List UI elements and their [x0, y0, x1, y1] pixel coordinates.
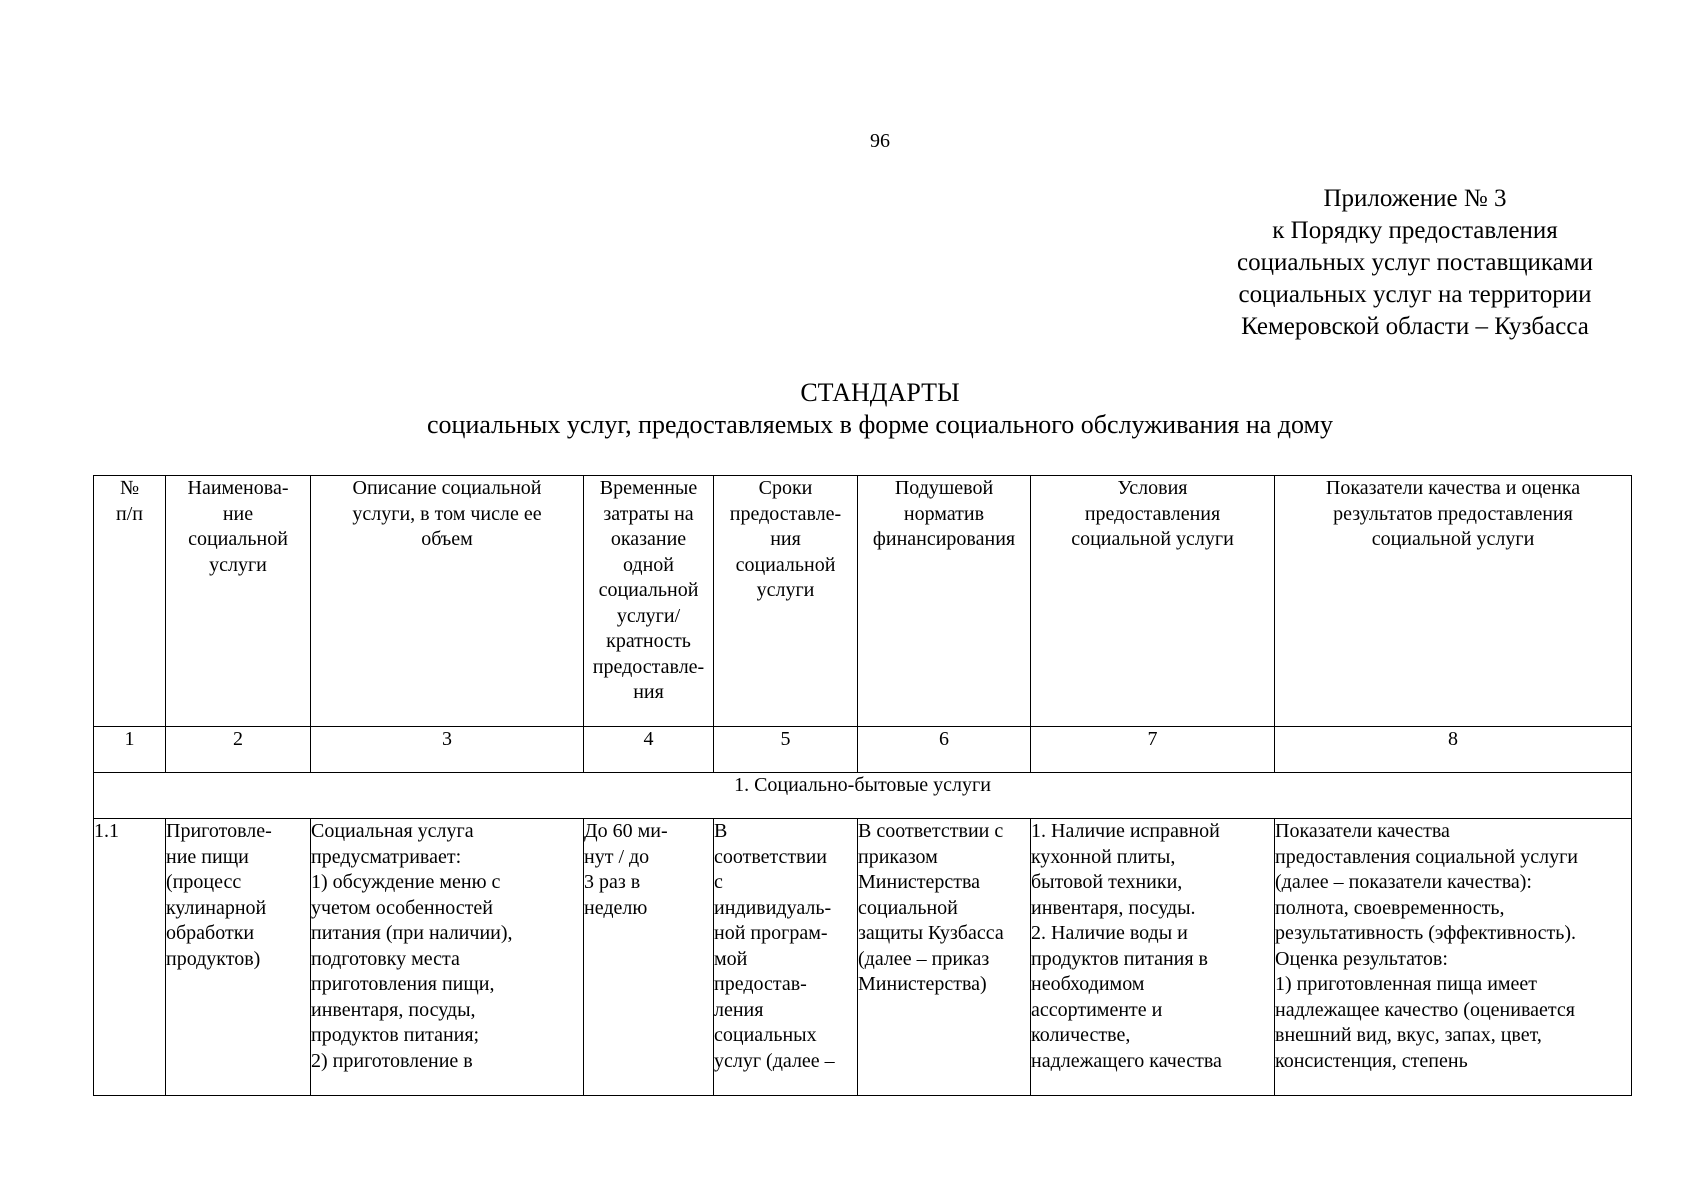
cell-text-line: мой [714, 947, 748, 970]
column-number: 1 [94, 727, 166, 773]
cell-text-line: № [119, 477, 140, 499]
cell-text-line: социальной услуги [1371, 528, 1535, 550]
cell-text-line: Наименова- [187, 477, 289, 499]
header-cell [1031, 476, 1275, 727]
cell-text-line: питания (при наличии), [311, 922, 513, 944]
cell-text-line: До 60 ми- [584, 820, 668, 842]
cell-text-line: 2. Наличие воды и [1031, 922, 1188, 944]
cell-text-line: с [714, 871, 723, 893]
cell-text-line: предоставле- [729, 502, 842, 525]
cell-text-line: 1. Наличие исправной [1031, 820, 1220, 842]
cell-text-line: 3 раз в [584, 871, 641, 893]
service-description-cell [311, 819, 584, 1096]
section-title: 1. Социально-бытовые услуги [94, 773, 1632, 819]
cell-text-line: полнота, своевременность, [1275, 896, 1505, 919]
cell-text-line: ления [714, 998, 764, 1021]
cell-text-line: неделю [584, 896, 648, 919]
cell-text-line: Показатели качества и оценка [1325, 477, 1581, 499]
cell-text-line: услуг (далее – [714, 1049, 835, 1072]
cell-text-line: Социальная услуга [311, 820, 474, 842]
cell-text-line: (далее – показатели качества): [1275, 871, 1532, 893]
cell-text-line: социальной [598, 579, 699, 601]
appendix-line: социальных услуг на территории [1238, 281, 1592, 308]
title-heading: СТАНДАРТЫ [800, 378, 960, 407]
cell-text-line: Оценка результатов: [1275, 947, 1448, 970]
cell-text-line: ние пищи [166, 845, 249, 868]
cell-text-line: Министерства) [858, 973, 987, 995]
column-number: 4 [584, 727, 714, 773]
appendix-line: к Порядку предоставления [1272, 217, 1558, 244]
cell-text-line: Показатели качества [1275, 820, 1450, 842]
column-number: 3 [311, 727, 584, 773]
cell-text-line: продуктов питания в [1031, 947, 1208, 970]
cell-text-line: нут / до [584, 845, 650, 868]
header-cell [94, 476, 166, 727]
cell-text-line: приготовления пищи, [311, 973, 495, 995]
cell-text-line: предоставле- [592, 655, 705, 678]
cell-text-line: предостав- [714, 973, 807, 995]
cell-text-line: социальной [858, 896, 958, 919]
header-cell [166, 476, 311, 727]
cell-text-line: надлежащего качества [1031, 1049, 1222, 1072]
time-cost-cell [584, 819, 714, 1096]
section-row [94, 773, 1632, 819]
appendix-line: социальных услуг поставщиками [1237, 249, 1593, 276]
cell-text-line: ние [222, 502, 254, 525]
financing-norm-cell [858, 819, 1031, 1096]
cell-text-line: инвентаря, посуды. [1031, 896, 1196, 919]
column-number: 6 [858, 727, 1031, 773]
cell-text-line: социальной услуги [1071, 528, 1234, 550]
column-number: 2 [166, 727, 311, 773]
column-number: 5 [714, 727, 858, 773]
header-cell [311, 476, 584, 727]
cell-text-line: подготовку места [311, 947, 460, 970]
cell-text-line: ной програм- [714, 922, 828, 944]
standards-table [93, 475, 1632, 1096]
cell-text-line: Приготовле- [166, 820, 272, 842]
cell-text-line: услуги [209, 553, 267, 576]
cell-text-line: услуги/ [616, 604, 681, 627]
service-name-cell [166, 819, 311, 1096]
cell-text-line: оказание [610, 528, 687, 550]
page-number: 96 [870, 130, 890, 152]
header-cell [1275, 476, 1632, 727]
header-cell [584, 476, 714, 727]
cell-text-line: п/п [116, 502, 143, 525]
row-number-cell [94, 819, 166, 1096]
cell-text-line: 1) приготовленная пища имеет [1275, 973, 1538, 995]
cell-text-line: затраты на [603, 502, 694, 525]
cell-text-line: 1.1 [94, 820, 119, 842]
cell-text-line: услуги, в том числе ее [352, 502, 542, 525]
cell-text-line: предоставления [1084, 502, 1221, 525]
cell-text-line: приказом [858, 845, 938, 868]
cell-text-line: Министерства [858, 871, 981, 893]
terms-cell [714, 819, 858, 1096]
title-subheading: социальных услуг, предоставляемых в форме социального обслуживания на дому [427, 410, 1333, 439]
cell-text-line: обработки [166, 922, 255, 944]
appendix-reference [1200, 183, 1630, 343]
cell-text-line: одной [622, 553, 674, 576]
header-cell [714, 476, 858, 727]
cell-text-line: (процесс [166, 871, 242, 893]
cell-text-line: кухонной плиты, [1031, 845, 1176, 868]
cell-text-line: Сроки [758, 477, 813, 499]
cell-text-line: необходимом [1031, 973, 1145, 995]
quality-indicators-cell [1275, 819, 1632, 1096]
conditions-cell [1031, 819, 1275, 1096]
appendix-line: Приложение № 3 [1323, 185, 1507, 212]
cell-text-line: надлежащее качество (оценивается [1275, 998, 1575, 1021]
cell-text-line: Временные [599, 477, 698, 499]
cell-text-line: результатов предоставления [1333, 502, 1573, 525]
appendix-line: Кемеровской области – Кузбасса [1241, 313, 1589, 340]
cell-text-line: инвентаря, посуды, [311, 998, 476, 1021]
cell-text-line: кратность [606, 630, 691, 652]
cell-text-line: предусматривает: [311, 845, 462, 868]
cell-text-line: В [714, 820, 728, 842]
cell-text-line: кулинарной [166, 896, 267, 919]
cell-text-line: Подушевой [894, 477, 994, 499]
table-header-row [94, 476, 1632, 727]
cell-text-line: норматив [903, 502, 985, 525]
cell-text-line: Описание социальной [352, 477, 542, 499]
cell-text-line: ассортименте и [1031, 998, 1163, 1021]
table-row [94, 819, 1632, 1096]
cell-text-line: ния [633, 681, 664, 703]
cell-text-line: количестве, [1031, 1024, 1131, 1046]
cell-text-line: результативность (эффективность). [1275, 922, 1576, 944]
cell-text-line: бытовой техники, [1031, 871, 1183, 893]
column-number: 7 [1031, 727, 1275, 773]
cell-text-line: учетом особенностей [311, 896, 493, 919]
cell-text-line: 1) обсуждение меню с [311, 871, 501, 893]
cell-text-line: консистенция, степень [1275, 1049, 1468, 1072]
header-cell [858, 476, 1031, 727]
cell-text-line: финансирования [872, 528, 1016, 550]
cell-text-line: 2) приготовление в [311, 1049, 473, 1072]
cell-text-line: ния [770, 528, 801, 550]
cell-text-line: индивидуаль- [714, 896, 832, 919]
cell-text-line: (далее – приказ [858, 947, 990, 970]
cell-text-line: продуктов) [166, 947, 261, 970]
cell-text-line: предоставления социальной услуги [1275, 845, 1578, 868]
cell-text-line: защиты Кузбасса [858, 922, 1004, 944]
column-number-row [94, 727, 1632, 773]
column-number: 8 [1275, 727, 1632, 773]
cell-text-line: продуктов питания; [311, 1024, 480, 1046]
cell-text-line: Условия [1117, 477, 1188, 499]
cell-text-line: соответствии [714, 845, 828, 868]
cell-text-line: внешний вид, вкус, запах, цвет, [1275, 1024, 1542, 1046]
cell-text-line: социальных [714, 1024, 817, 1046]
document-title [0, 377, 1697, 441]
cell-text-line: социальной [735, 553, 836, 576]
cell-text-line: услуги [756, 579, 815, 601]
cell-text-line: В соответствии с [858, 820, 1004, 842]
cell-text-line: объем [421, 528, 473, 550]
cell-text-line: социальной [188, 528, 288, 550]
